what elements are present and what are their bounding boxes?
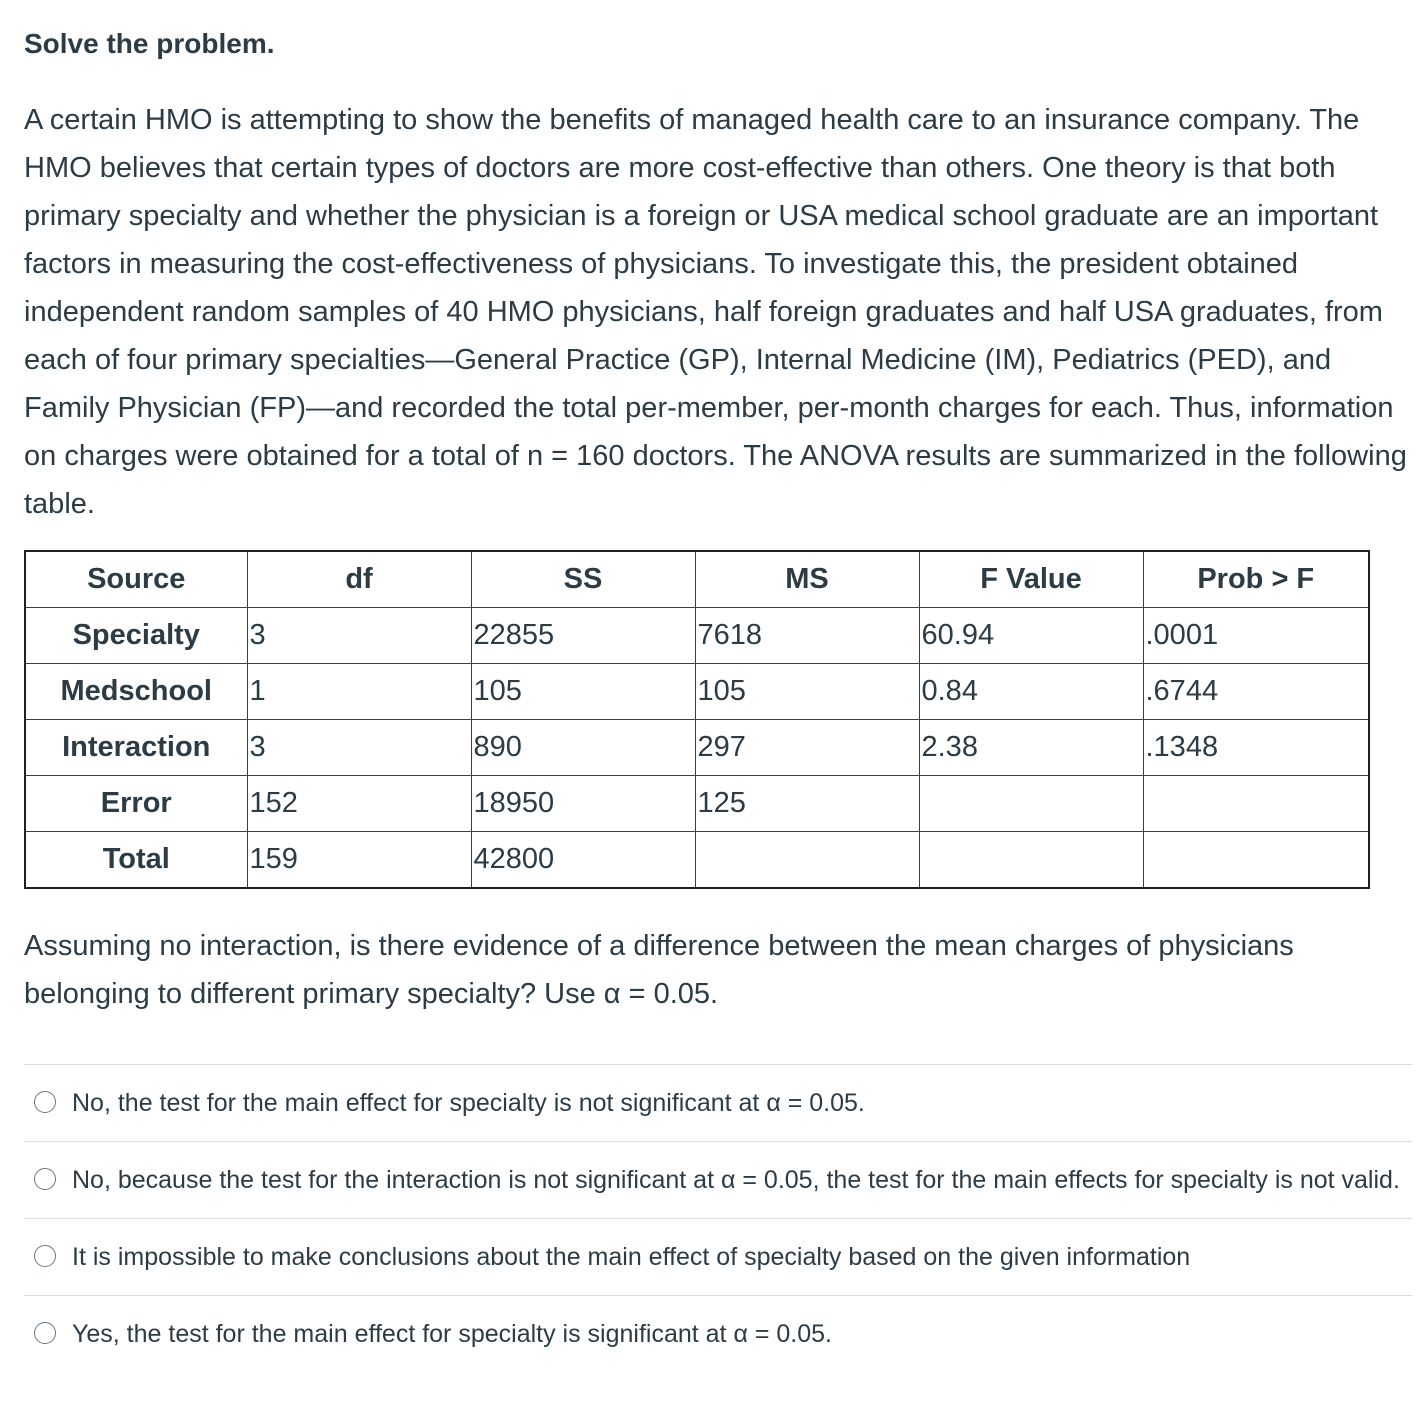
table-cell: 60.94 — [919, 608, 1143, 664]
table-cell — [695, 832, 919, 889]
table-cell: 42800 — [471, 832, 695, 889]
table-cell: .1348 — [1143, 720, 1369, 776]
radio-button[interactable] — [34, 1091, 56, 1113]
table-cell: 125 — [695, 776, 919, 832]
source-cell: Medschool — [25, 664, 247, 720]
table-row — [25, 720, 1369, 776]
answer-option[interactable] — [24, 1064, 1412, 1141]
table-cell — [919, 776, 1143, 832]
column-header: F Value — [919, 551, 1143, 608]
table-cell: 105 — [695, 664, 919, 720]
anova-table — [24, 550, 1370, 889]
table-cell: .6744 — [1143, 664, 1369, 720]
column-header: Source — [25, 551, 247, 608]
table-cell: 3 — [247, 608, 471, 664]
table-row — [25, 832, 1369, 889]
table-cell: 152 — [247, 776, 471, 832]
table-row — [25, 608, 1369, 664]
table-cell — [1143, 832, 1369, 889]
answer-option-label: It is impossible to make conclusions about the main effect of specialty based on the given information — [72, 1243, 1191, 1271]
table-cell: 159 — [247, 832, 471, 889]
source-cell: Interaction — [25, 720, 247, 776]
table-cell: 3 — [247, 720, 471, 776]
column-header: SS — [471, 551, 695, 608]
answer-option-label: No, because the test for the interaction is not significant at α = 0.05, the test for the main effects for specialty is not valid. — [72, 1166, 1400, 1194]
answer-option[interactable] — [24, 1295, 1412, 1372]
problem-text: A certain HMO is attempting to show the benefits of managed health care to an insurance company. The HMO believes that certain types of doctors are more cost-effective than others. One theory is that both primary specialty and whether the physician is a foreign or USA medical school graduate are an important factors in measuring the cost-effectiveness of physicians. To investigate this, the president obtained independent random samples of 40 HMO physicians, half foreign graduates and half USA graduates, from each of four primary specialties—General Practice (GP), Internal Medicine (IM), Pediatrics (PED), and Family Physician (FP)—and recorded the total per-member, per-month charges for each. Thus, information on charges were obtained for a total of n = 160 doctors. The ANOVA results are summarized in the following table. — [24, 104, 1407, 520]
table-row — [25, 776, 1369, 832]
source-cell: Total — [25, 832, 247, 889]
answer-option-label: No, the test for the main effect for specialty is not significant at α = 0.05. — [72, 1089, 865, 1117]
radio-button[interactable] — [34, 1322, 56, 1344]
radio-button[interactable] — [34, 1245, 56, 1267]
table-cell: .0001 — [1143, 608, 1369, 664]
table-cell: 7618 — [695, 608, 919, 664]
table-row — [25, 664, 1369, 720]
answer-option[interactable] — [24, 1218, 1412, 1295]
answer-option-label: Yes, the test for the main effect for specialty is significant at α = 0.05. — [72, 1320, 832, 1348]
source-cell: Error — [25, 776, 247, 832]
table-cell: 0.84 — [919, 664, 1143, 720]
radio-button[interactable] — [34, 1168, 56, 1190]
table-cell: 18950 — [471, 776, 695, 832]
column-header: Prob > F — [1143, 551, 1369, 608]
table-cell: 105 — [471, 664, 695, 720]
column-header: MS — [695, 551, 919, 608]
table-cell — [1143, 776, 1369, 832]
table-cell: 297 — [695, 720, 919, 776]
question-text: Assuming no interaction, is there evidence of a difference between the mean charges of physicians belonging to different primary specialty? Use α = 0.05. — [24, 930, 1294, 1010]
page-heading: Solve the problem. — [24, 28, 275, 59]
table-cell: 890 — [471, 720, 695, 776]
table-cell: 2.38 — [919, 720, 1143, 776]
source-cell: Specialty — [25, 608, 247, 664]
table-cell: 22855 — [471, 608, 695, 664]
answer-options — [24, 1064, 1412, 1372]
table-cell — [919, 832, 1143, 889]
table-cell: 1 — [247, 664, 471, 720]
answer-option[interactable] — [24, 1141, 1412, 1218]
column-header: df — [247, 551, 471, 608]
table-header-row — [25, 551, 1369, 608]
